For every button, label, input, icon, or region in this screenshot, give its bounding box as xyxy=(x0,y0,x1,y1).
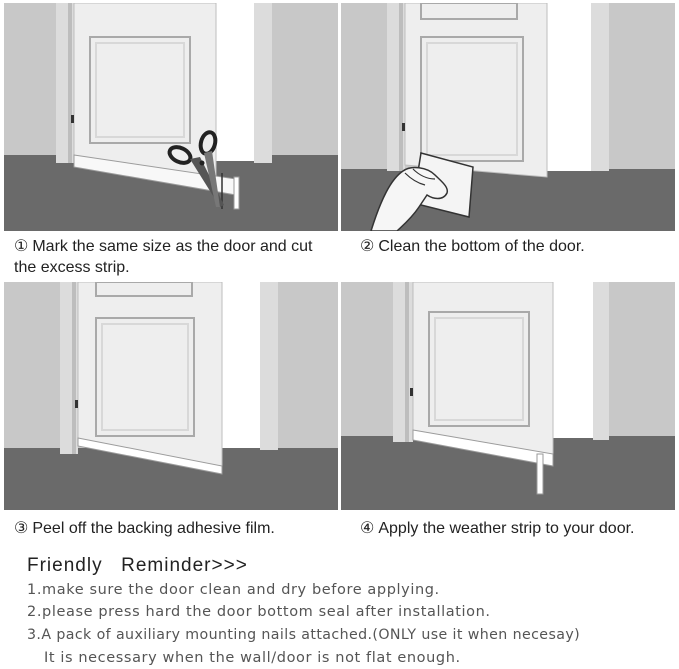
step-4-caption xyxy=(360,518,675,539)
step-4-number: ④ xyxy=(360,520,375,537)
reminder-title: Friendly Reminder>>> xyxy=(27,555,248,576)
step-2-text: Clean the bottom of the door. xyxy=(378,238,585,255)
step-1-caption xyxy=(14,236,334,278)
reminder-note-2: 2.please press hard the door bottom seal after installation. xyxy=(27,604,491,620)
step-1-number: ① xyxy=(14,238,29,255)
step-3-caption xyxy=(14,518,334,539)
step-4-illustration xyxy=(341,282,675,510)
step-2-caption xyxy=(360,236,675,257)
step-3-illustration xyxy=(4,282,338,510)
reminder-note-3: 3.A pack of auxiliary mounting nails attached.(ONLY use it when necesay) xyxy=(27,627,581,643)
step-4-text: Apply the weather strip to your door. xyxy=(378,520,635,537)
reminder-note-4: It is necessary when the wall/door is not flat enough. xyxy=(44,650,461,666)
step-2-illustration xyxy=(341,3,675,231)
step-1-illustration xyxy=(4,3,338,231)
step-3-number: ③ xyxy=(14,520,29,537)
step-1-text: Mark the same size as the door and cut the excess strip. xyxy=(14,238,313,276)
step-3-text: Peel off the backing adhesive film. xyxy=(32,520,275,537)
step-2-number: ② xyxy=(360,238,375,255)
reminder-note-1: 1.make sure the door clean and dry before applying. xyxy=(27,582,440,598)
